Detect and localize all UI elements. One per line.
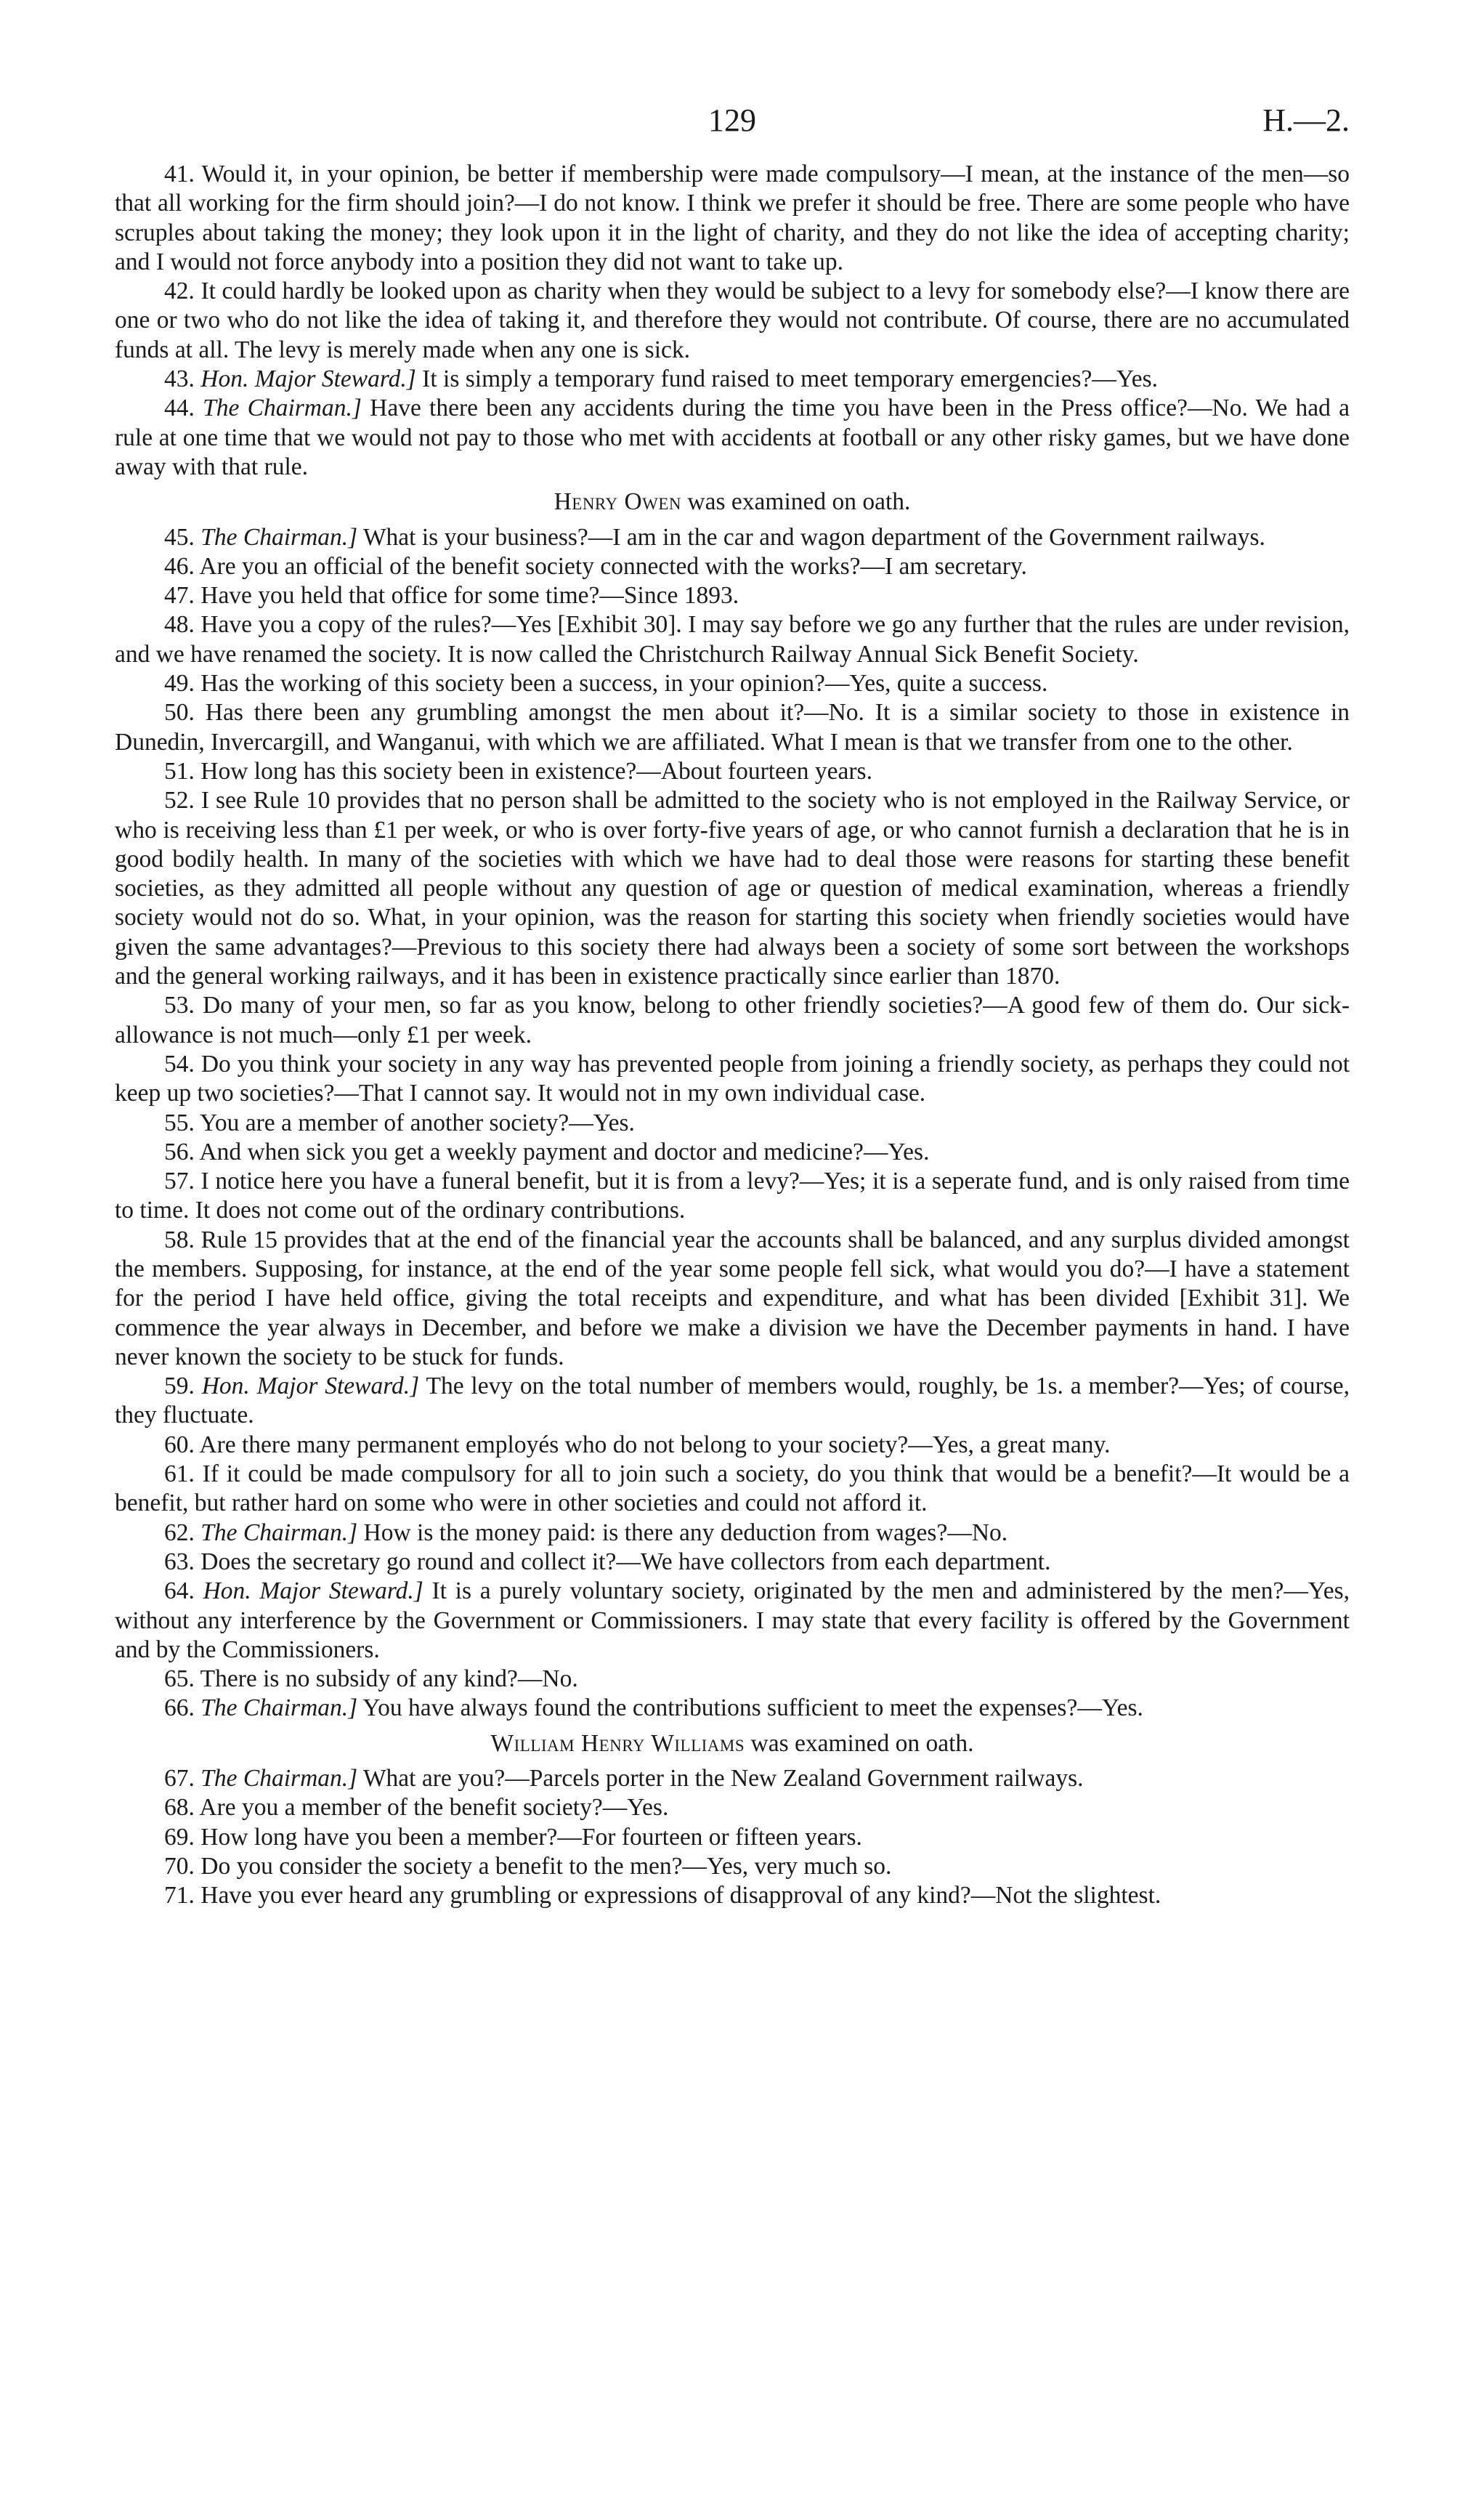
speaker-label: Hon. Major Steward.] xyxy=(201,1373,420,1400)
paragraph-text: 69. How long have you been a member?—For fourteen or fifteen years. xyxy=(164,1823,862,1851)
question-paragraph xyxy=(115,698,1350,757)
question-paragraph xyxy=(115,523,1350,552)
question-paragraph xyxy=(115,277,1350,365)
speaker-label: Hon. Major Steward.] xyxy=(203,1577,423,1605)
witness-suffix: was examined on oath. xyxy=(745,1729,974,1757)
question-paragraph xyxy=(115,552,1350,581)
witness-name: Henry Owen xyxy=(554,488,682,516)
paragraph-text: 55. You are a member of another society?—Yes. xyxy=(164,1109,635,1136)
transcript-body xyxy=(115,160,1350,1911)
question-paragraph xyxy=(115,1226,1350,1372)
witness-heading xyxy=(115,488,1350,517)
page-header xyxy=(115,94,1350,160)
question-paragraph xyxy=(115,1577,1350,1665)
speaker-label: Hon. Major Steward.] xyxy=(200,365,416,393)
question-paragraph xyxy=(115,786,1350,991)
question-paragraph xyxy=(115,365,1350,394)
paragraph-text: 60. Are there many permanent employés who do not belong to your society?—Yes, a great many. xyxy=(164,1431,1111,1458)
paragraph-text: What is your business?—I am in the car and wagon department of the Government railways. xyxy=(357,523,1265,551)
paragraph-text: 63. Does the secretary go round and collect it?—We have collectors from each department. xyxy=(164,1548,1051,1575)
question-paragraph xyxy=(115,610,1350,669)
speaker-label: The Chairman.] xyxy=(200,1694,358,1722)
question-number: 45. xyxy=(164,523,195,551)
paragraph-text: 68. Are you a member of the benefit society?—Yes. xyxy=(164,1794,669,1822)
question-number: 43. xyxy=(164,365,195,393)
paragraph-text: What are you?—Parcels porter in the New Zealand Government railways. xyxy=(357,1765,1084,1792)
question-paragraph xyxy=(115,1548,1350,1577)
question-paragraph xyxy=(115,1050,1350,1109)
paragraph-text: 54. Do you think your society in any way has prevented people from joining a friendly society, as perhaps they could not keep up two societies?—That I cannot say. It would not in my own individual case. xyxy=(115,1050,1350,1107)
question-paragraph xyxy=(115,669,1350,698)
question-paragraph xyxy=(115,1881,1350,1910)
question-paragraph xyxy=(115,1372,1350,1431)
question-paragraph xyxy=(115,1764,1350,1793)
question-paragraph xyxy=(115,1793,1350,1822)
question-paragraph xyxy=(115,1694,1350,1723)
paragraph-text: It is a purely voluntary society, originated by the men and administered by the men?—Yes, without any interference by the Government or Commissioners. I may state that every facility is offered by the Government and by the Commissioners. xyxy=(115,1577,1350,1663)
paragraph-text: 46. Are you an official of the benefit society connected with the works?—I am secretary. xyxy=(164,552,1027,580)
document-page xyxy=(115,94,1350,1911)
paragraph-text: 61. If it could be made compulsory for all to join such a society, do you think that would be a benefit?—It would be a benefit, but rather hard on some who were in other societies and could not afford it. xyxy=(115,1460,1350,1517)
paragraph-text: Have there been any accidents during the time you have been in the Press office?—No. We had a rule at one time that we would not pay to those who met with accidents at football or any other risky games, but we have done away with that rule. xyxy=(115,395,1350,480)
speaker-label: The Chairman.] xyxy=(200,523,358,551)
question-paragraph xyxy=(115,1431,1350,1460)
witness-name: William Henry Williams xyxy=(490,1729,745,1757)
paragraph-text: 50. Has there been any grumbling amongst the men about it?—No. It is a similar society to those in existence in Dunedin, Invercargill, and Wanganui, with which we are affiliated. What I mean is that we transfer from one to the other. xyxy=(115,699,1350,756)
paragraph-text: 57. I notice here you have a funeral benefit, but it is from a levy?—Yes; it is a seperate fund, and is only raised from time to time. It does not come out of the ordinary contributions. xyxy=(115,1168,1350,1224)
witness-suffix: was examined on oath. xyxy=(681,488,911,516)
paragraph-text: The levy on the total number of members would, roughly, be 1s. a member?—Yes; of course, they fluctuate. xyxy=(115,1373,1350,1429)
question-paragraph xyxy=(115,1519,1350,1548)
page-number: 129 xyxy=(708,102,756,138)
paragraph-text: 58. Rule 15 provides that at the end of the financial year the accounts shall be balanced, and any surplus divided amongst the members. Supposing, for instance, at the end of the year some people fell sick, what would you do?—I have a statement for the period I have held office, giving the total receipts and expenditure, and what has been divided [Exhibit 31]. We commence the year always in December, and before we make a division we have the December payments in hand. I have never known the society to be stuck for funds. xyxy=(115,1226,1350,1370)
question-number: 66. xyxy=(164,1694,195,1722)
paragraph-text: 42. It could hardly be looked upon as charity when they would be subject to a levy for somebody else?—I know there are one or two who do not like the idea of taking it, and therefore they would not contribute. Of course, there are no accumulated funds at all. The levy is merely made when any one is sick. xyxy=(115,278,1350,363)
paragraph-text: 41. Would it, in your opinion, be better if membership were made compulsory—I mean, at the instance of the men—so that all working for the firm should join?—I do not know. I think we prefer it should be free. There are some people who have scruples about taking the money; they look upon it in the light of charity, and they do not like the idea of accepting charity; and I would not force anybody into a position they did not want to take up. xyxy=(115,161,1350,275)
paragraph-text: How is the money paid: is there any deduction from wages?—No. xyxy=(357,1519,1008,1546)
question-paragraph xyxy=(115,1665,1350,1694)
paragraph-text: 48. Have you a copy of the rules?—Yes [Exhibit 30]. I may say before we go any further that the rules are under revision, and we have renamed the society. It is now called the Christchurch Railway Annual Sick Benefit Society. xyxy=(115,611,1350,668)
question-paragraph xyxy=(115,1109,1350,1138)
paragraph-text: 70. Do you consider the society a benefit to the men?—Yes, very much so. xyxy=(164,1852,892,1880)
question-paragraph xyxy=(115,160,1350,277)
question-number: 44. xyxy=(164,395,195,422)
paragraph-text: It is simply a temporary fund raised to meet temporary emergencies?—Yes. xyxy=(415,365,1158,393)
question-number: 64. xyxy=(164,1577,195,1605)
question-paragraph xyxy=(115,1852,1350,1881)
question-paragraph xyxy=(115,991,1350,1050)
question-number: 62. xyxy=(164,1519,195,1546)
paragraph-text: 65. There is no subsidy of any kind?—No. xyxy=(164,1665,578,1693)
paragraph-text: 71. Have you ever heard any grumbling or expressions of disapproval of any kind?—Not the slightest. xyxy=(164,1882,1161,1909)
question-paragraph xyxy=(115,757,1350,786)
paragraph-text: 56. And when sick you get a weekly payment and doctor and medicine?—Yes. xyxy=(164,1138,930,1165)
paragraph-text: 53. Do many of your men, so far as you know, belong to other friendly societies?—A good few of them do. Our sick-allowance is not much—only £1 per week. xyxy=(115,992,1350,1048)
speaker-label: The Chairman.] xyxy=(200,1765,358,1792)
speaker-label: The Chairman.] xyxy=(203,395,362,422)
witness-heading xyxy=(115,1729,1350,1758)
paragraph-text: 52. I see Rule 10 provides that no person shall be admitted to the society who is not employed in the Railway Service, or who is receiving less than £1 per week, or who is over forty-five years of age, or who cannot furnish a declaration that he is in good bodily health. In many of the societies with which we have had to deal those were reasons for starting these benefit societies, as they admitted all people without any question of age or question of medical examination, whereas a friendly society would not do so. What, in your opinion, was the reason for starting this society when friendly societies would have given the same advantages?—Previous to this society there had always been a society of some sort between the workshops and the general working railways, and it has been in existence practically since earlier than 1870. xyxy=(115,787,1350,990)
question-number: 67. xyxy=(164,1765,195,1792)
paragraph-text: You have always found the contributions sufficient to meet the expenses?—Yes. xyxy=(357,1694,1143,1722)
question-paragraph xyxy=(115,1460,1350,1519)
question-paragraph xyxy=(115,1167,1350,1226)
question-paragraph xyxy=(115,1823,1350,1852)
document-reference: H.—2. xyxy=(1262,102,1350,138)
question-number: 59. xyxy=(164,1373,195,1400)
question-paragraph xyxy=(115,581,1350,610)
paragraph-text: 51. How long has this society been in existence?—About fourteen years. xyxy=(164,757,872,785)
speaker-label: The Chairman.] xyxy=(200,1519,358,1546)
question-paragraph xyxy=(115,1138,1350,1167)
question-paragraph xyxy=(115,394,1350,482)
paragraph-text: 49. Has the working of this society been a success, in your opinion?—Yes, quite a success. xyxy=(164,670,1048,698)
paragraph-text: 47. Have you held that office for some time?—Since 1893. xyxy=(164,582,739,610)
